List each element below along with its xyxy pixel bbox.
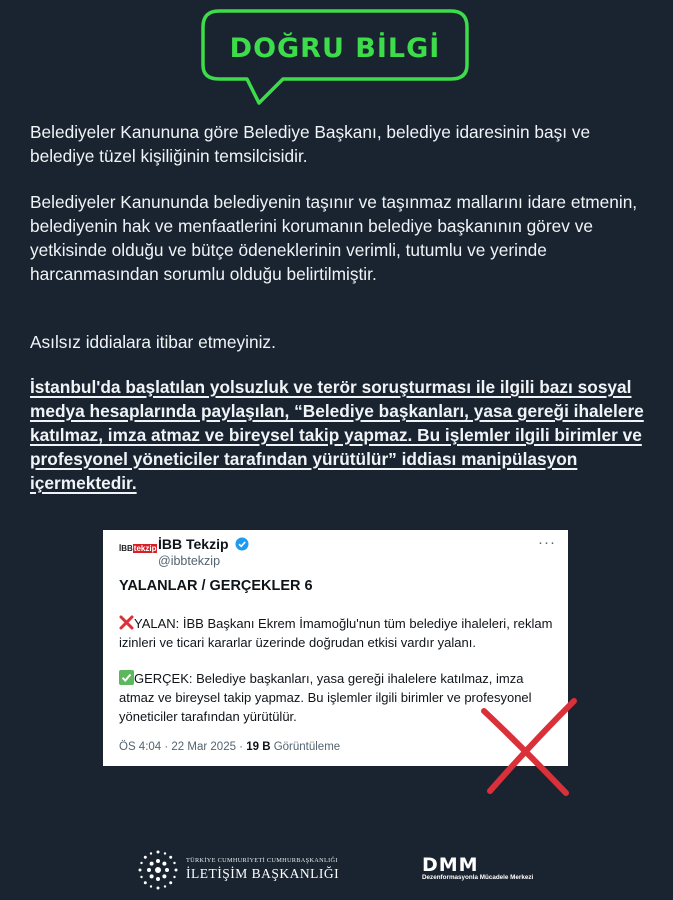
verified-icon: [235, 537, 249, 551]
more-options-icon[interactable]: ···: [538, 534, 556, 551]
paragraph-3: Asılsız iddialara itibar etmeyiniz.: [30, 332, 276, 352]
tweet-views-count: 19 B: [246, 741, 271, 753]
check-mark-icon: [119, 670, 134, 685]
big-red-cross-icon: [470, 695, 585, 800]
paragraph-2: Belediyeler Kanununda belediyenin taşınır ve taşınmaz mallarını idare etmenin, belediyenin hak ve menfaatlerini korumanın belediye başkanının görev ve yetkisinde olduğu ve bütçe ödeneklerinin verimli, tutumlu ve yerinde harcanmasından sorumlu olduğu belirtilmiştir.: [30, 192, 638, 284]
avatar-text-red: tekzip: [133, 544, 157, 553]
dogru-bilgi-badge: [201, 9, 469, 105]
dmm-subtitle: Dezenformasyonla Mücadele Merkezi: [422, 874, 534, 881]
tweet-yalan-line: [119, 614, 559, 652]
tweet-views-label: Görüntüleme: [270, 741, 341, 753]
tweet-heading: YALANLAR / GERÇEKLER 6: [119, 578, 313, 594]
gercek-text: GERÇEK: Belediye başkanları, yasa gereği ihalelere katılmaz, imza atmaz ve bireysel takip yapmaz. Bu işlemler ilgili birimler ve profesyonel yöneticiler tarafından yürütülür.: [119, 671, 532, 724]
yalan-text: YALAN: İBB Başkanı Ekrem İmamoğlu'nun tüm belediye ihaleleri, reklam izinleri ve ticari kararlar üzerinde doğrudan etkisi vardır yalanı.: [119, 616, 553, 650]
claim-paragraph: İstanbul'da başlatılan yolsuzluk ve terör soruşturması ile ilgili bazı sosyal medya hesaplarında paylaşılan, “Belediye başkanları, yasa gereği ihalelere katılmaz, imza atmaz ve bireysel takip yapmaz. Bu işlemler ilgili birimler ve profesyonel yöneticiler tarafından yürütülür” iddiası manipülasyon içermektedir.: [30, 377, 644, 493]
avatar-text: İBB: [119, 544, 133, 553]
badge-label: DOĞRU BİLGİ: [229, 33, 441, 64]
cross-mark-icon: [119, 615, 134, 630]
avatar: [119, 544, 157, 558]
dmm-logo: DMM: [422, 854, 479, 876]
tweet-handle: @ibbtekzip: [158, 554, 221, 568]
iletisim-emblem-icon: [136, 848, 180, 892]
author-name-text: İBB Tekzip: [158, 536, 229, 552]
iletisim-title: İLETİŞİM BAŞKANLIĞI: [186, 866, 340, 881]
iletisim-subtitle: TÜRKİYE CUMHURİYETİ CUMHURBAŞKANLIĞI: [186, 857, 338, 864]
tweet-meta: [119, 741, 340, 753]
paragraph-1: Belediyeler Kanununa göre Belediye Başkanı, belediye idaresinin başı ve belediye tüzel kişiliğinin temsilcisidir.: [30, 122, 591, 166]
tweet-time: ÖS 4:04 · 22 Mar 2025 ·: [119, 741, 247, 753]
tweet-author-name: [158, 536, 249, 552]
